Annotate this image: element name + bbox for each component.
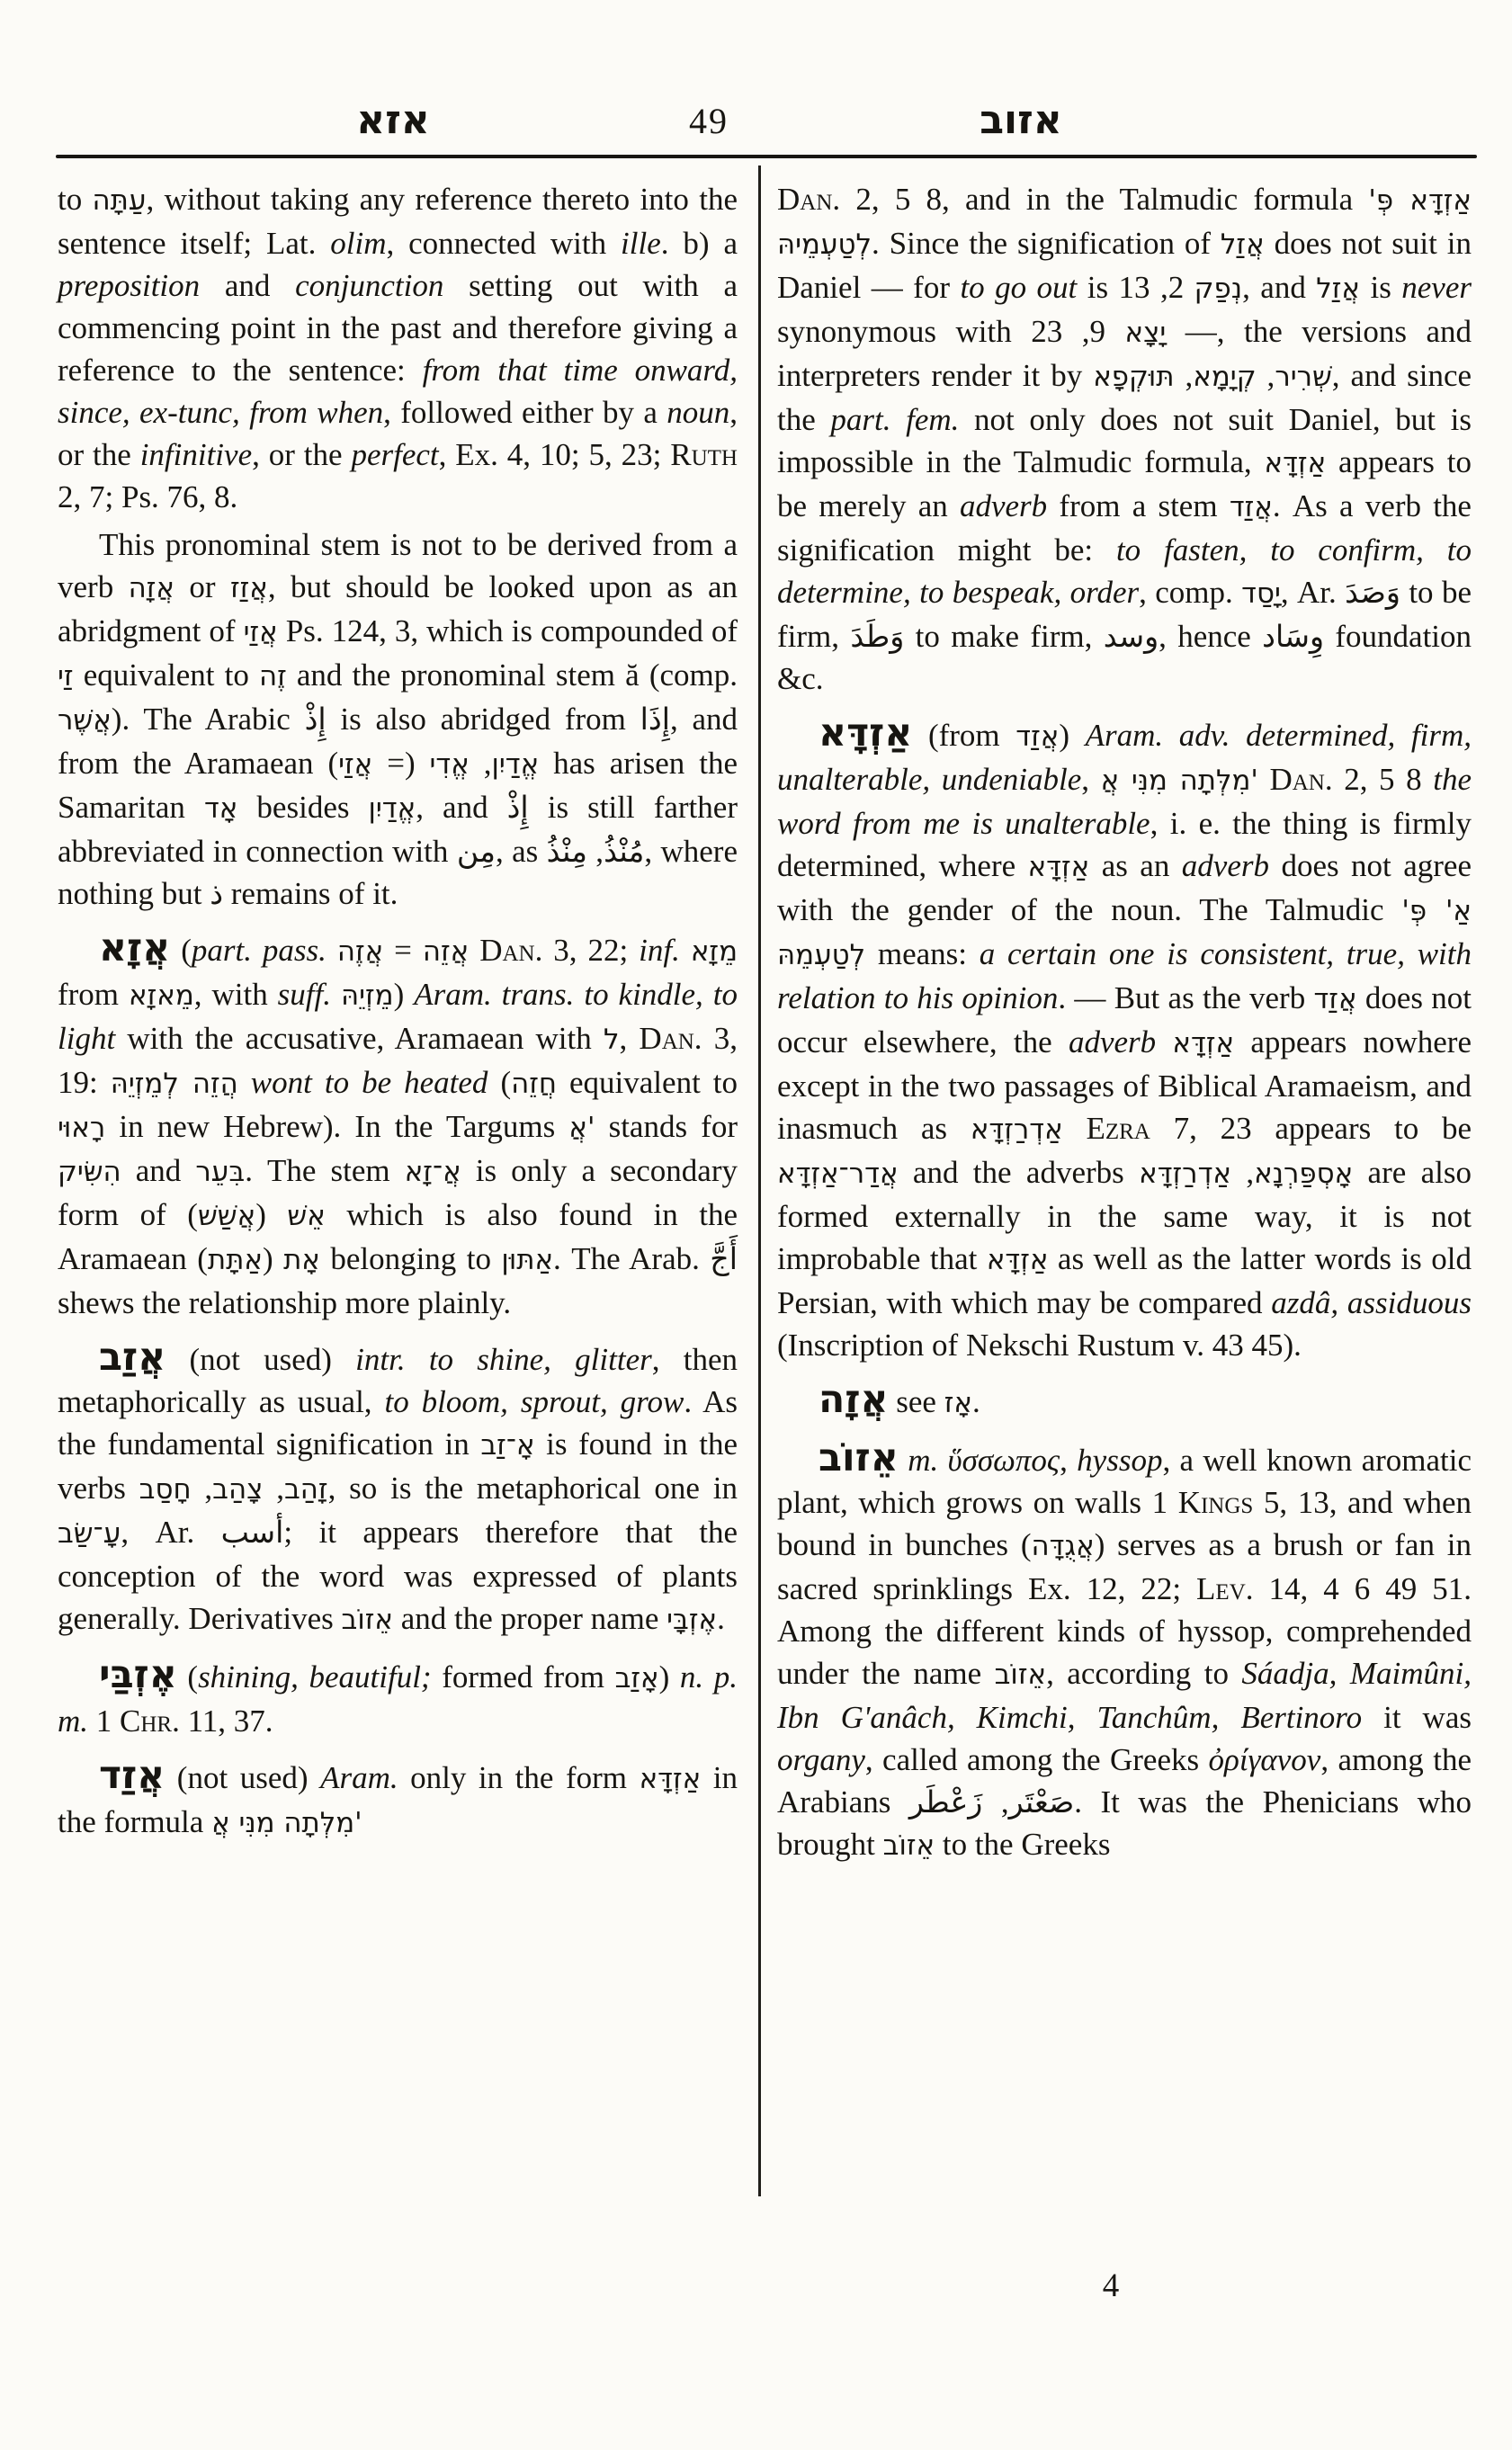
text-segment: only in the form bbox=[398, 1760, 640, 1795]
text-segment bbox=[238, 1065, 251, 1100]
text-segment: not only does not suit Daniel, but is impossible in the Talmudic formula, bbox=[777, 402, 1472, 479]
text-segment: מִלְּתָה מִנִּי אֲ' bbox=[1100, 765, 1258, 797]
text-segment: 11, 37. bbox=[179, 1703, 273, 1739]
text-segment: , bbox=[1256, 358, 1275, 393]
text-segment: 5, 13, and when bound in bunches ( bbox=[777, 1485, 1472, 1562]
text-segment: אֲזֶה bbox=[336, 935, 384, 968]
text-segment bbox=[680, 933, 691, 968]
text-segment: to fasten, to confirm, to determine, to bespeak, order bbox=[777, 532, 1472, 610]
text-segment: קְיָמָא bbox=[1193, 361, 1257, 393]
text-segment: to be firm, bbox=[777, 575, 1472, 654]
text-segment: ) bbox=[658, 1659, 680, 1694]
text-segment: besides bbox=[237, 790, 369, 825]
text-segment: (not used) bbox=[165, 1760, 321, 1795]
text-segment bbox=[331, 977, 341, 1012]
text-segment: ; it appears therefore that the conception of the word was expressed of plants generally. Derivatives bbox=[58, 1515, 738, 1636]
text-segment: Lev. bbox=[1196, 1571, 1254, 1606]
text-segment: conjunction bbox=[295, 268, 444, 303]
text-segment: Dan. bbox=[639, 1021, 702, 1056]
text-segment: hyssop bbox=[1077, 1443, 1163, 1478]
text-segment: as well as the latter words is old Persian, with which may be compared bbox=[777, 1241, 1472, 1320]
text-segment: תּוּקְפָא bbox=[1093, 361, 1175, 393]
column-divider bbox=[758, 165, 761, 2196]
text-segment: مِن bbox=[456, 834, 496, 869]
text-segment: ) has arisen the Samaritan bbox=[58, 746, 738, 825]
text-segment: אַתּוּן bbox=[501, 1244, 554, 1276]
text-segment: . The Arab. bbox=[553, 1241, 711, 1276]
text-segment: , called among the Greeks bbox=[864, 1742, 1209, 1777]
text-segment: adverb bbox=[1181, 848, 1269, 883]
text-segment: intr. to shine, glitter bbox=[355, 1342, 652, 1377]
entry-azab bbox=[58, 1337, 738, 1641]
text-segment: is bbox=[1360, 270, 1402, 305]
text-segment: noun bbox=[667, 395, 730, 430]
text-segment: shining, beautiful; bbox=[198, 1659, 432, 1694]
text-segment: مِنْذُ bbox=[546, 834, 587, 869]
text-segment: is only a secondary form of bbox=[58, 1153, 738, 1232]
text-segment: חָסַב bbox=[139, 1473, 192, 1506]
entry-azda bbox=[777, 712, 1472, 1366]
text-segment: צָהַב bbox=[212, 1473, 264, 1506]
text-segment: formed from bbox=[431, 1659, 615, 1694]
text-segment: 2, 5 8 bbox=[1332, 762, 1434, 797]
text-segment: , bbox=[191, 1471, 213, 1506]
text-segment bbox=[327, 933, 337, 968]
text-segment: . bbox=[717, 1601, 725, 1636]
text-segment: , bbox=[982, 1784, 1009, 1820]
text-segment: is found in the verbs bbox=[58, 1426, 738, 1506]
text-segment: , bbox=[1174, 358, 1194, 393]
text-segment: part. fem. bbox=[830, 402, 960, 437]
text-segment: הִשִּׂיק bbox=[58, 1156, 121, 1188]
text-segment: مُنْذُ bbox=[604, 834, 645, 869]
text-segment: זָהַב bbox=[283, 1473, 328, 1506]
text-segment: , or the bbox=[252, 437, 352, 472]
text-segment: (not used) bbox=[166, 1342, 356, 1377]
text-segment: ) bbox=[1059, 718, 1086, 753]
text-segment: אֶזְבָּי bbox=[667, 1604, 718, 1636]
text-segment: never bbox=[1401, 270, 1472, 305]
text-segment: is also abridged from bbox=[326, 702, 640, 737]
text-segment: 7, 23 appears to be bbox=[1150, 1111, 1472, 1146]
text-segment: means: bbox=[865, 936, 980, 971]
text-segment: . — But as the verb bbox=[1058, 980, 1314, 1015]
text-segment: , with bbox=[193, 977, 278, 1012]
text-segment: is still farther abbreviated in connection with bbox=[58, 790, 738, 869]
text-segment: אֲ־זָא bbox=[404, 1156, 461, 1188]
text-segment: infinitive bbox=[139, 437, 253, 472]
text-segment: מֵזְיֵהּ bbox=[340, 979, 394, 1012]
text-segment: אֲדַר־אַזְדָּא bbox=[777, 1158, 899, 1190]
text-segment: , bbox=[263, 1471, 284, 1506]
text-segment: אַזְדָּא bbox=[986, 1244, 1049, 1276]
text-segment: Sáadja, Maimûni, Ibn G'anâch, Kimchi, Tanchûm, Bertinoro bbox=[777, 1656, 1472, 1735]
entry-ezbai bbox=[58, 1654, 738, 1742]
text-segment: , hence bbox=[1159, 619, 1263, 654]
text-segment: azdâ, assiduous bbox=[1271, 1285, 1472, 1320]
text-segment: זַי bbox=[58, 660, 74, 693]
text-segment: , bbox=[619, 1021, 640, 1056]
text-segment: , where nothing but bbox=[58, 834, 738, 911]
text-segment: shews the relationship more plainly. bbox=[58, 1285, 512, 1320]
text-segment: , Ar. bbox=[121, 1515, 221, 1550]
header-catchword-right: אזוב bbox=[980, 97, 1062, 143]
text-segment: אָז bbox=[944, 1387, 972, 1419]
text-segment: suff. bbox=[277, 977, 331, 1012]
text-segment: , so is the metaphorical one in bbox=[327, 1471, 738, 1506]
text-segment: זֶה bbox=[258, 660, 287, 693]
text-segment: אֲזַז bbox=[229, 572, 268, 604]
text-segment: , bbox=[1060, 1443, 1078, 1478]
text-segment: 2, 13, and bbox=[1118, 270, 1317, 305]
text-segment: وَصَدَ bbox=[1345, 575, 1400, 610]
text-segment: עָ־שַׂב bbox=[58, 1517, 121, 1550]
text-segment: a certain one is consistent, true, with relation to his opinion bbox=[777, 936, 1472, 1015]
text-segment: אֲ' bbox=[568, 1112, 595, 1144]
text-segment: אַתָּת bbox=[207, 1244, 263, 1276]
entry-headword: אֲזָה bbox=[819, 1377, 889, 1422]
continuation-entry-azad bbox=[777, 178, 1472, 700]
text-segment: to bbox=[58, 182, 93, 217]
header-catchword-left: אזא bbox=[356, 97, 430, 143]
text-segment: בִּעֵר bbox=[195, 1156, 246, 1188]
text-segment: ל bbox=[603, 1024, 620, 1056]
text-segment: אָ־זַב bbox=[480, 1429, 535, 1462]
entry-aza bbox=[58, 927, 738, 1324]
text-segment: This pronominal stem is not to be derived from a verb bbox=[58, 527, 738, 604]
text-segment: אֲזַי bbox=[243, 616, 278, 648]
text-segment: in new Hebrew). In the Targums bbox=[105, 1109, 569, 1144]
text-segment: , Ex. 4, 10; 5, 23; bbox=[438, 437, 671, 472]
text-segment: . The stem bbox=[245, 1153, 405, 1188]
text-segment: and bbox=[200, 268, 296, 303]
text-segment bbox=[899, 1443, 908, 1478]
text-segment: see bbox=[888, 1384, 944, 1419]
text-segment: יָצָא bbox=[1124, 317, 1167, 349]
text-segment: = bbox=[383, 933, 423, 968]
text-segment: , followed either by a bbox=[383, 395, 667, 430]
entry-headword: אֲזָא bbox=[99, 925, 171, 970]
text-segment: אֲזַל bbox=[1316, 273, 1361, 305]
text-segment: אָד bbox=[203, 792, 238, 825]
text-segment: wont to be heated bbox=[250, 1065, 488, 1100]
text-segment: אֲגֻדָּה bbox=[1031, 1530, 1095, 1562]
text-segment: . It was the Phenicians who brought bbox=[777, 1784, 1472, 1862]
text-segment: אֲזַד bbox=[1313, 983, 1357, 1015]
text-segment: 2, 7; Ps. 76, 8. bbox=[58, 479, 238, 514]
text-segment: remains of it. bbox=[223, 876, 398, 911]
text-segment: perfect bbox=[351, 437, 439, 472]
text-segment: appears nowhere except in the two passages of Biblical Aramaeism, and inasmuch as bbox=[777, 1024, 1472, 1146]
entry-headword: אֲזַד bbox=[99, 1753, 166, 1798]
text-segment bbox=[1156, 1024, 1172, 1060]
text-segment: נְפַק bbox=[1194, 273, 1243, 305]
text-segment: صَعْتَر bbox=[1008, 1784, 1075, 1820]
text-segment: אָת bbox=[283, 1244, 320, 1276]
text-segment: ( bbox=[262, 1241, 284, 1276]
text-segment: ). The Arabic bbox=[111, 702, 305, 737]
text-segment: adverb bbox=[959, 488, 1048, 523]
text-segment: inf. bbox=[639, 933, 680, 968]
entry-ezob bbox=[777, 1437, 1472, 1867]
text-segment: Aram. bbox=[320, 1760, 398, 1795]
text-segment: , and bbox=[416, 790, 507, 825]
text-segment: is bbox=[1077, 270, 1119, 305]
text-segment: אַזְדָּא פְּ' לְטַעְמֵיהּ bbox=[777, 184, 1472, 261]
text-segment: Dan. bbox=[777, 182, 841, 217]
text-segment: (Inscription of Nekschi Rustum v. 43 45). bbox=[777, 1328, 1302, 1363]
text-segment: אֲזַד bbox=[1229, 491, 1273, 523]
text-segment: , among the Arabians bbox=[777, 1742, 1472, 1820]
text-segment: ) which is also found in the Aramaean bbox=[58, 1197, 738, 1276]
entry-azah bbox=[777, 1379, 1472, 1425]
entry-azad bbox=[58, 1755, 738, 1845]
text-segment: (from bbox=[912, 718, 1016, 753]
text-segment: , Ar. bbox=[1280, 575, 1346, 610]
text-segment: to make firm, bbox=[904, 619, 1104, 654]
text-segment: does not suit in Daniel — for bbox=[777, 226, 1472, 305]
text-segment: m. bbox=[908, 1443, 939, 1478]
entry-headword: אֲזַב bbox=[99, 1335, 166, 1380]
text-segment: הֲזֵה לְמֵזְיֵהּ bbox=[110, 1068, 238, 1100]
text-segment bbox=[1063, 1111, 1087, 1146]
text-segment: ( bbox=[170, 933, 192, 968]
text-segment: אָסְפַּרְנָא bbox=[1254, 1158, 1354, 1190]
text-segment: and the proper name bbox=[392, 1601, 667, 1636]
text-segment: אֲזַד bbox=[1015, 720, 1060, 753]
text-segment: . Since the signification of bbox=[871, 226, 1221, 261]
text-segment: , or the bbox=[58, 395, 738, 472]
text-segment: מִלְּתָה מִנִּי אֲ' bbox=[211, 1807, 362, 1839]
text-segment: , bbox=[586, 834, 604, 869]
text-segment: אַזְדָּא bbox=[1172, 1027, 1235, 1060]
text-segment: are also formed externally in the same way, it is not improbable that bbox=[777, 1155, 1472, 1276]
text-segment: does not agree with the gender of the noun. The Talmudic bbox=[777, 848, 1472, 927]
text-segment: from a stem bbox=[1047, 488, 1230, 523]
text-segment: , bbox=[469, 746, 492, 781]
text-segment: רָאוּי bbox=[58, 1112, 106, 1144]
text-segment: אַדְרַזְדָּא bbox=[970, 1113, 1063, 1146]
text-segment: equivalent to bbox=[73, 657, 259, 693]
text-segment: אַ' פְּ' לְטַעְמֵהּ bbox=[777, 895, 1472, 971]
text-segment: and the adverbs bbox=[898, 1155, 1140, 1190]
text-segment: إِذْ bbox=[506, 790, 529, 825]
text-segment: adverb bbox=[1068, 1024, 1157, 1060]
text-segment: , bbox=[1081, 762, 1101, 797]
entry-headword: אֵזוֹב bbox=[819, 1435, 899, 1480]
text-segment: עַתָּה bbox=[92, 184, 147, 217]
text-segment: מֵזָא bbox=[690, 935, 738, 968]
text-segment: אַזְדָּא bbox=[1264, 447, 1327, 479]
text-segment: and bbox=[121, 1153, 196, 1188]
text-segment: , a well known aromatic plant, which grows on walls 1 bbox=[777, 1443, 1472, 1520]
text-segment: in the formula bbox=[58, 1760, 738, 1839]
text-segment: אֲשֶׁר bbox=[58, 704, 112, 737]
text-segment: , comp. bbox=[1139, 575, 1242, 610]
text-segment: with the accusative, Aramaean with bbox=[115, 1021, 604, 1056]
text-segment: אַזְדָּא bbox=[1027, 851, 1090, 883]
text-segment: n. p. m. bbox=[58, 1659, 738, 1739]
text-segment: אֱדִי bbox=[429, 748, 470, 781]
text-segment: , connected with bbox=[386, 226, 622, 261]
text-segment: ( bbox=[488, 1065, 512, 1100]
text-segment: setting out with a commencing point in the past and therefore giving a reference to the sentence: bbox=[58, 268, 738, 388]
text-segment: שְׁרִיר bbox=[1275, 361, 1332, 393]
text-segment: אֱדַיִן bbox=[368, 792, 416, 825]
text-segment: from bbox=[58, 977, 129, 1012]
text-segment: Dan. bbox=[479, 933, 543, 968]
text-segment: to go out bbox=[960, 270, 1078, 305]
text-segment: olim bbox=[330, 226, 387, 261]
text-segment: إِذْ bbox=[304, 702, 327, 737]
text-segment: (= bbox=[372, 746, 430, 781]
page-number: 49 bbox=[689, 101, 729, 141]
text-segment: and the pronominal stem ă (comp. bbox=[286, 657, 738, 693]
text-segment: Ezra bbox=[1086, 1111, 1150, 1146]
text-segment: , i. e. the thing is firmly determined, where bbox=[777, 806, 1472, 883]
para-pronominal-stem bbox=[58, 523, 738, 915]
text-segment: أسب bbox=[220, 1515, 284, 1550]
text-segment: or bbox=[174, 569, 230, 604]
text-segment: to bloom, sprout, grow bbox=[384, 1384, 684, 1419]
text-segment: , and from the Aramaean bbox=[58, 702, 738, 781]
text-segment: ille bbox=[621, 226, 661, 261]
text-segment: appears to be merely an bbox=[777, 444, 1472, 523]
text-segment: , then metaphorically as usual, bbox=[58, 1342, 738, 1419]
text-segment: אֲשַׁשׁ bbox=[197, 1200, 256, 1232]
text-segment: 14, 4 6 49 51. Among the different kinds of hyssop, comprehended under the name bbox=[777, 1571, 1472, 1691]
text-segment: , bbox=[1230, 1155, 1255, 1190]
text-segment: מֵאזָא bbox=[129, 979, 194, 1012]
text-segment: the word from me is unalterable bbox=[777, 762, 1472, 841]
text-segment: أَجَّ bbox=[710, 1241, 738, 1276]
text-segment: אֱדַיִן bbox=[491, 748, 540, 781]
text-segment: אֵשׁ bbox=[287, 1200, 326, 1232]
signature-mark: 4 bbox=[1102, 2267, 1120, 2304]
text-segment: 1 bbox=[88, 1703, 121, 1739]
text-segment: אֵזוֹב bbox=[341, 1604, 393, 1636]
text-segment: زَعْطَر bbox=[908, 1784, 983, 1820]
text-segment: ) bbox=[393, 977, 415, 1012]
text-segment: ) serves as a brush or fan in sacred sprinklings Ex. 12, 22; bbox=[777, 1527, 1472, 1606]
text-segment bbox=[1258, 762, 1270, 797]
text-segment: . b) a bbox=[660, 226, 738, 261]
text-segment: , without taking any reference thereto into the sentence itself; Lat. bbox=[58, 182, 738, 261]
text-segment: وسد bbox=[1103, 619, 1159, 654]
text-segment: organy bbox=[777, 1742, 865, 1777]
text-segment: stands for bbox=[595, 1109, 738, 1144]
text-segment: 3, 19: bbox=[58, 1021, 738, 1100]
text-segment: 3, 22; bbox=[542, 933, 640, 968]
text-segment: . bbox=[971, 1384, 980, 1419]
text-segment: . As the fundamental signification in bbox=[58, 1384, 738, 1462]
text-segment: , and since the bbox=[777, 358, 1472, 437]
header-rule bbox=[56, 155, 1477, 158]
text-segment: אֲזַי bbox=[338, 748, 373, 781]
text-segment: preposition bbox=[58, 268, 201, 303]
text-segment: אֲזֵה bbox=[422, 935, 470, 968]
text-segment: as an bbox=[1089, 848, 1182, 883]
text-segment: אֵזוֹב bbox=[882, 1829, 935, 1862]
text-segment: יָסַד bbox=[1241, 577, 1281, 610]
text-segment: 9, 23 —, the versions and interpreters render it by bbox=[777, 314, 1472, 393]
text-segment: foundation &c. bbox=[777, 619, 1472, 696]
text-segment: , but should be looked upon as an abridgment of bbox=[58, 569, 738, 648]
left-column bbox=[58, 178, 738, 1850]
text-segment: to the Greeks bbox=[935, 1827, 1111, 1862]
text-segment: Ruth bbox=[670, 437, 738, 472]
text-segment: Dan. bbox=[1269, 762, 1333, 797]
text-segment bbox=[938, 1443, 947, 1478]
text-segment: , as bbox=[495, 834, 547, 869]
text-segment: אַזְדָּא bbox=[639, 1763, 702, 1795]
text-segment: אָזַב bbox=[614, 1662, 659, 1694]
text-segment: it was bbox=[1362, 1700, 1472, 1735]
text-segment: , according to bbox=[1046, 1656, 1242, 1691]
text-segment: synonymous with bbox=[777, 314, 1032, 349]
text-segment: does not occur elsewhere, the bbox=[777, 980, 1472, 1060]
text-segment: from that time onward, since, ex-tunc, from when bbox=[58, 353, 738, 430]
text-segment: Aram. trans. to kindle, to light bbox=[58, 977, 738, 1056]
text-segment: Ps. 124, 3, which is compounded of bbox=[277, 613, 738, 648]
text-segment: equivalent to bbox=[557, 1065, 738, 1100]
text-segment: אַדְרַזְדָּא bbox=[1139, 1158, 1231, 1190]
text-segment: ( bbox=[255, 1197, 288, 1232]
continuation-entry-az bbox=[58, 178, 738, 518]
text-segment: אֲזַל bbox=[1220, 228, 1265, 261]
text-segment: وِسَاد bbox=[1262, 619, 1325, 654]
text-segment: ذ bbox=[210, 876, 223, 911]
text-segment bbox=[469, 933, 479, 968]
right-column bbox=[777, 178, 1472, 1873]
text-segment: חֲזֵה bbox=[511, 1068, 558, 1100]
text-segment: 2, 5 8, and in the Talmudic formula bbox=[840, 182, 1369, 217]
text-segment: ) belonging to bbox=[197, 1241, 502, 1276]
text-segment: إِذَا bbox=[640, 702, 670, 737]
text-segment: . As a verb the signification might be: bbox=[777, 488, 1472, 568]
text-segment: Kings bbox=[1177, 1485, 1254, 1520]
text-segment: אֲזָה bbox=[128, 572, 174, 604]
text-segment: ὕσσωπος bbox=[947, 1443, 1060, 1478]
text-segment: وَطَدَ bbox=[850, 619, 905, 654]
entry-headword: אַזְדָּא bbox=[819, 711, 913, 756]
text-segment: part. pass. bbox=[191, 933, 327, 968]
text-segment: Aram. adv. determined, firm, unalterable, undeniable bbox=[777, 718, 1472, 797]
text-segment: ὀρίγανον bbox=[1208, 1742, 1321, 1777]
text-segment: אֵזוֹב bbox=[994, 1659, 1047, 1691]
text-segment: Chr. bbox=[120, 1703, 180, 1739]
entry-headword: אֶזְבַּי bbox=[99, 1652, 177, 1697]
text-segment: ( bbox=[176, 1659, 199, 1694]
